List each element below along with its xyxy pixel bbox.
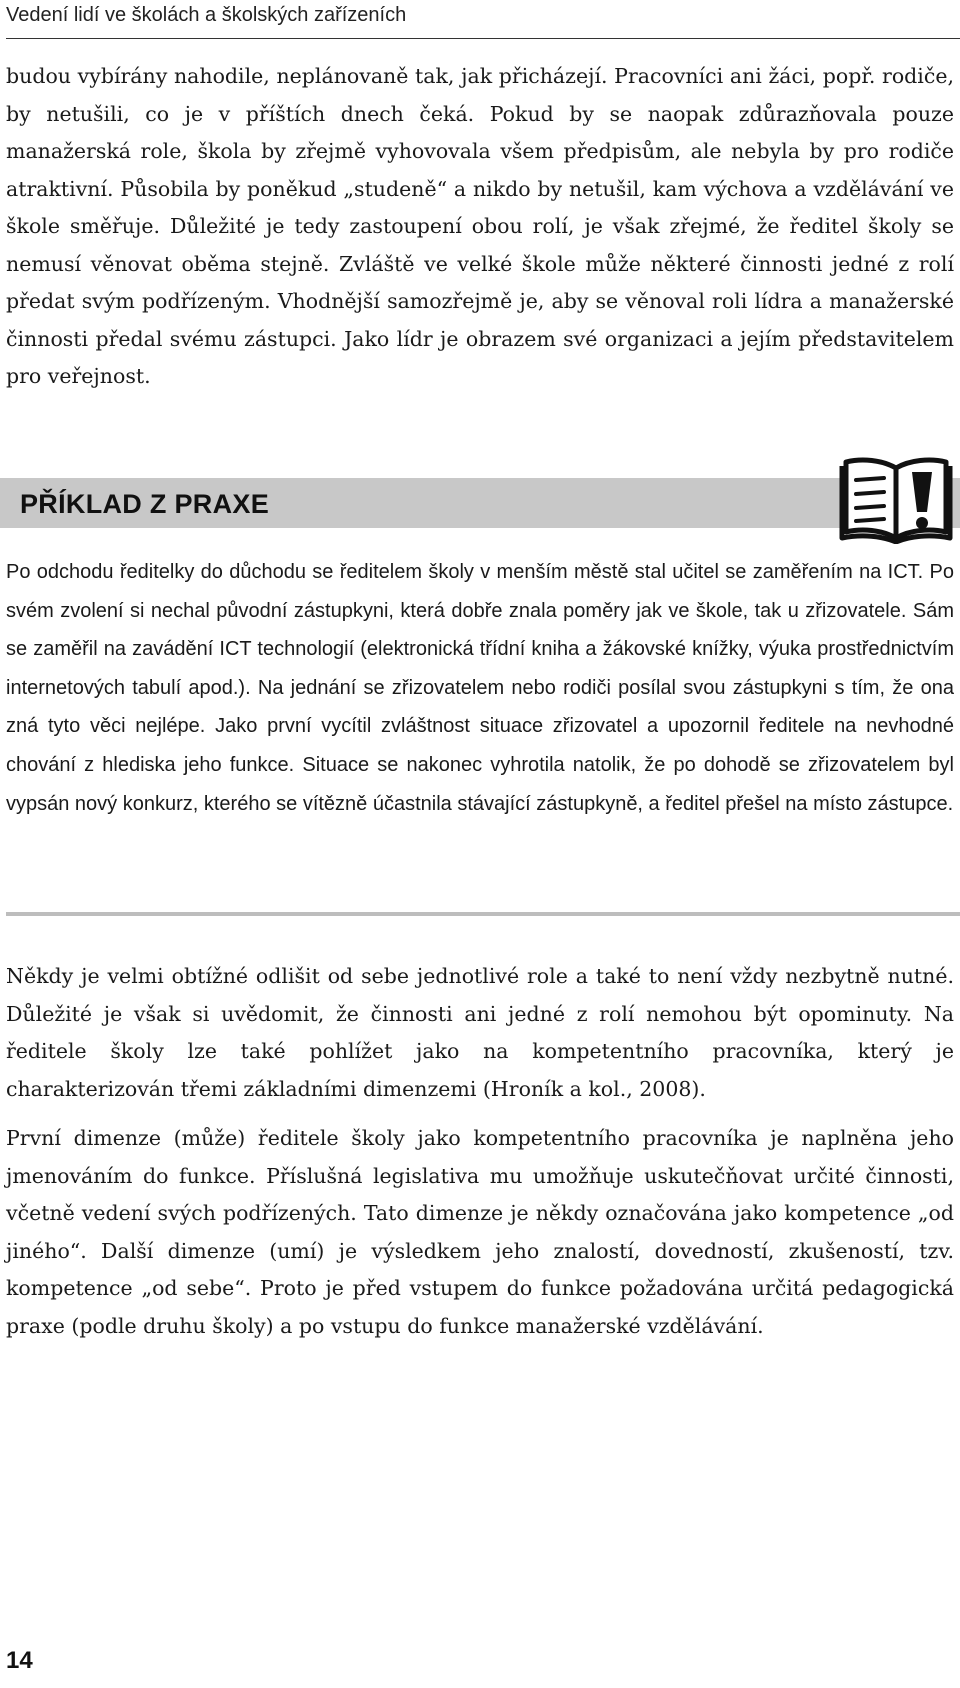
body-text bbox=[6, 958, 954, 1345]
example-text: Po odchodu ředitelky do důchodu se ředitelem školy v menším městě stal učitel se zaměřením na ICT. Po svém zvolení si nechal původní zástupkyni, která dobře znala poměry jak ve škole, tak u zřizovatele. Sám se zaměřil na zavádění ICT technologií (elektronická třídní kniha a žákovské knížky, výuka prostřednictvím internetových tabulí apod.). Na jednání se zřizovatelem nebo rodiči posílal svou zástupkyni s tím, že ona zná tyto věci nejlépe. Jako první vycítil zvláštnost situace zřizovatel a upozornil ředitele na nevhodné chování z hlediska jeho funkce. Situace se nakonec vyhrotila natolik, že po dohodě se zřizovatelem byl vypsán nový konkurz, kterého se vítězně účastnila stávající zástupkyně, a ředitel přešel na místo zástupce. bbox=[6, 561, 954, 815]
example-title: PŘÍKLAD Z PRAXE bbox=[20, 489, 270, 519]
open-book-exclamation-icon bbox=[838, 452, 954, 544]
intro-paragraph: budou vybírány nahodile, neplánovaně tak, jak přicházejí. Pracovníci ani žáci, popř. rodiče, by netušili, co je v příštích dnech čeká. Pokud by se naopak zdůrazňovala pouze manažerská role, škola by zřejmě vyhovovala všem předpisům, ale nebyla by pro rodiče atraktivní. Působila by poněkud „studeně“ a nikdo by netušil, kam výchova a vzdělávání ve škole směřuje. Důležité je tedy zastoupení obou rolí, je však zřejmé, že ředitel školy se nemusí věnovat oběma stejně. Zvláště ve velké škole může některé činnosti jedné z rolí předat svým podřízeným. Vhodnější samozřejmě je, aby se věnoval roli lídra a manažerské činnosti předal svému zástupci. Jako lídr je obrazem své organizaci a jejím představitelem pro veřejnost. bbox=[6, 64, 954, 388]
page-number: 14 bbox=[6, 1647, 33, 1674]
running-title: Vedení lidí ve školách a školských zařízeních bbox=[6, 4, 407, 26]
body-paragraph: Někdy je velmi obtížné odlišit od sebe jednotlivé role a také to není vždy nezbytně nutné. Důležité je však si uvědomit, že činnosti ani jedné z rolí nemohou být opominuty. Na ředitele školy lze také pohlížet jako na kompetentního pracovníka, který je charakterizován třemi základními dimenzemi (Hroník a kol., 2008). bbox=[6, 964, 954, 1101]
body-paragraph: První dimenze (může) ředitele školy jako kompetentního pracovníka je naplněna jeho jmenováním do funkce. Příslušná legislativa mu umožňuje uskutečňovat určité činnosti, včetně vedení svých podřízených. Tato dimenze je někdy označována jako kompetence „od jiného“. Další dimenze (umí) je výsledkem jeho znalostí, dovedností, zkušeností, tzv. kompetence „od sebe“. Proto je před vstupem do funkce požadována určitá pedagogická praxe (podle druhu školy) a po vstupu do funkce manažerské vzdělávání. bbox=[6, 1126, 954, 1338]
section-divider bbox=[6, 912, 960, 916]
running-header bbox=[6, 0, 960, 39]
